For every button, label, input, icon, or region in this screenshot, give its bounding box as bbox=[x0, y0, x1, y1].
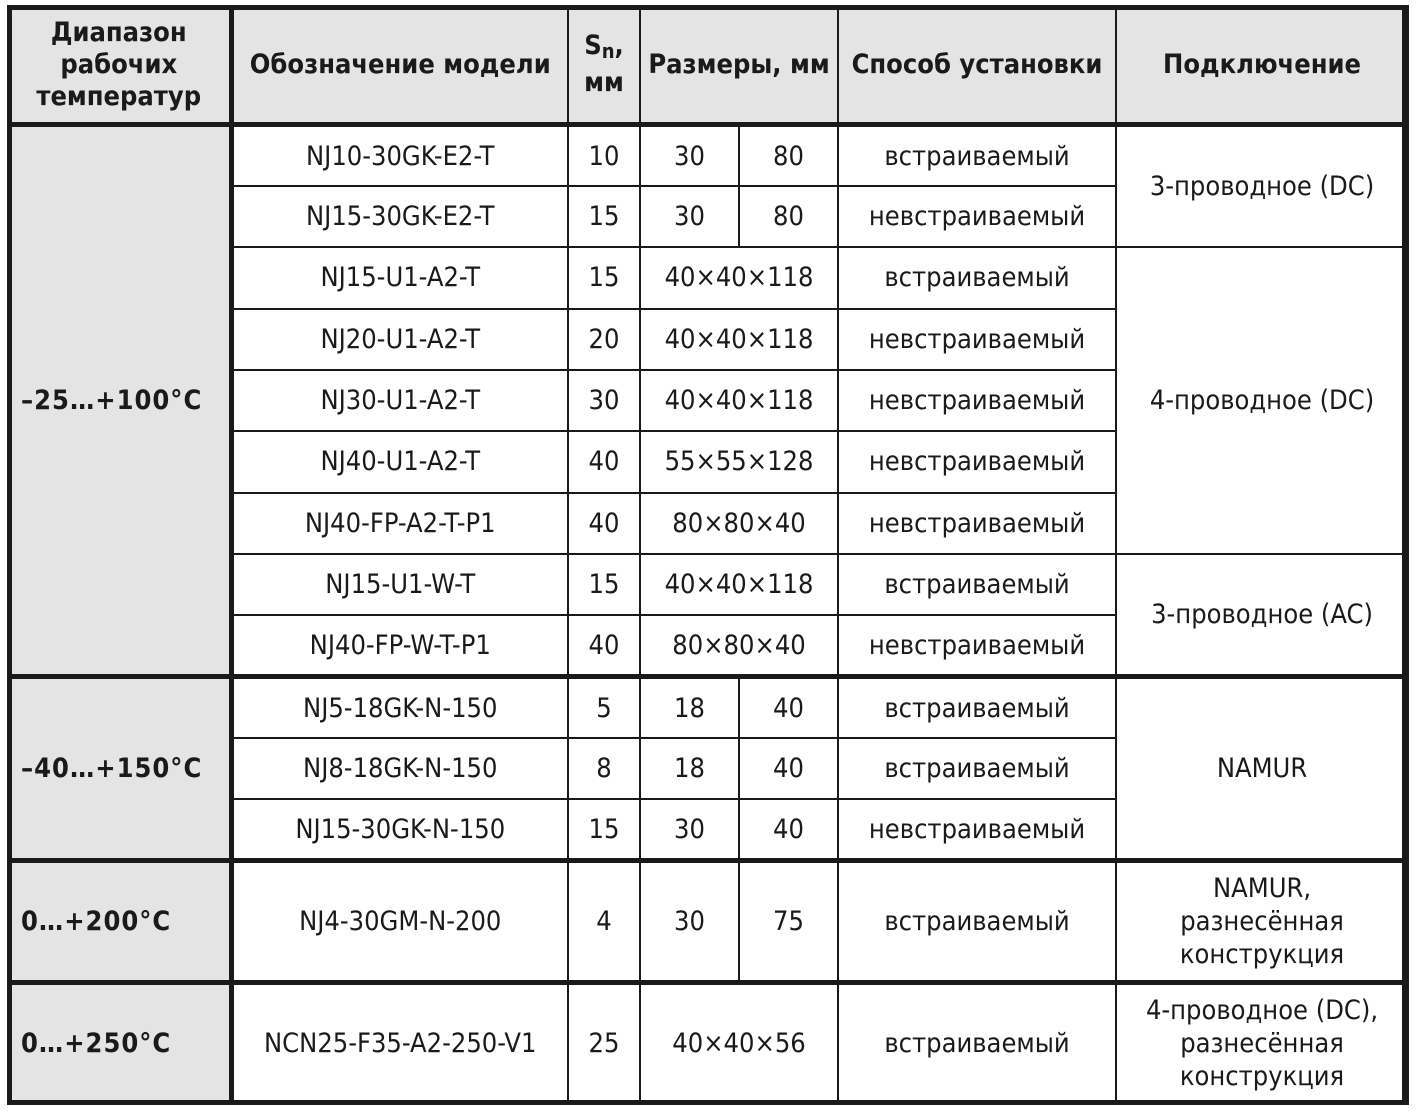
temp-range-cell: –25…+100°C bbox=[8, 125, 231, 677]
sn-cell: 25 bbox=[568, 982, 640, 1104]
model-cell: NJ5-18GK-N-150 bbox=[231, 677, 568, 738]
sn-cell: 15 bbox=[568, 247, 640, 308]
mount-cell: встраиваемый bbox=[838, 554, 1116, 615]
dim-cell: 40×40×118 bbox=[640, 309, 838, 370]
model-cell: NJ15-U1-A2-T bbox=[231, 247, 568, 308]
mount-cell: встраиваемый bbox=[838, 982, 1116, 1104]
mount-cell: невстраиваемый bbox=[838, 615, 1116, 676]
dim-cell: 55×55×128 bbox=[640, 431, 838, 492]
connection-line: конструкция bbox=[1179, 938, 1345, 970]
mount-cell: встраиваемый bbox=[838, 677, 1116, 738]
mount-cell: невстраиваемый bbox=[838, 370, 1116, 431]
dim-cell: 40 bbox=[739, 677, 838, 738]
dim-cell: 30 bbox=[640, 799, 739, 860]
dim-cell: 75 bbox=[739, 861, 838, 983]
header-sn-sub: n bbox=[601, 39, 615, 64]
mount-cell: встраиваемый bbox=[838, 125, 1116, 186]
mount-cell: невстраиваемый bbox=[838, 431, 1116, 492]
connection-cell: 4-проводное (DC) bbox=[1116, 247, 1408, 554]
dim-cell: 40×40×118 bbox=[640, 370, 838, 431]
model-cell: NJ15-U1-W-T bbox=[231, 554, 568, 615]
dim-cell: 18 bbox=[640, 677, 739, 738]
connection-line: 4-проводное (DC), bbox=[1145, 995, 1379, 1027]
model-cell: NJ4-30GM-N-200 bbox=[231, 861, 568, 983]
dim-cell: 30 bbox=[640, 186, 739, 247]
connection-cell: NAMUR bbox=[1116, 677, 1408, 861]
dim-cell: 18 bbox=[640, 738, 739, 799]
dim-cell: 40×40×118 bbox=[640, 247, 838, 308]
dim-cell: 80 bbox=[739, 186, 838, 247]
sn-cell: 4 bbox=[568, 861, 640, 983]
model-cell: NJ30-U1-A2-T bbox=[231, 370, 568, 431]
connection-line: разнесённая bbox=[1180, 1028, 1344, 1060]
sn-cell: 40 bbox=[568, 431, 640, 492]
temp-range-cell: –40…+150°C bbox=[8, 677, 231, 861]
model-cell: NJ15-30GK-E2-T bbox=[231, 186, 568, 247]
model-cell: NJ40-FP-W-T-P1 bbox=[231, 615, 568, 676]
sn-cell: 15 bbox=[568, 799, 640, 860]
header-connection: Подключение bbox=[1116, 6, 1408, 125]
connection-line: NAMUR, bbox=[1212, 872, 1312, 904]
sn-cell: 30 bbox=[568, 370, 640, 431]
model-cell: NCN25-F35-A2-250-V1 bbox=[231, 982, 568, 1104]
header-sn-unit: мм bbox=[584, 67, 624, 99]
dim-cell: 80×80×40 bbox=[640, 493, 838, 554]
header-model: Обозначение модели bbox=[231, 6, 568, 125]
mount-cell: встраиваемый bbox=[838, 738, 1116, 799]
mount-cell: невстраиваемый bbox=[838, 493, 1116, 554]
connection-line: конструкция bbox=[1179, 1061, 1345, 1093]
sn-cell: 5 bbox=[568, 677, 640, 738]
model-cell: NJ40-FP-A2-T-P1 bbox=[231, 493, 568, 554]
header-sn: $S_n$, мм bbox=[568, 6, 640, 125]
temp-range-cell: 0…+200°C bbox=[8, 861, 231, 983]
model-cell: NJ8-18GK-N-150 bbox=[231, 738, 568, 799]
dim-cell: 30 bbox=[640, 125, 739, 186]
sn-cell: 20 bbox=[568, 309, 640, 370]
connection-cell: 3-проводное (DC) bbox=[1116, 125, 1408, 248]
model-cell: NJ15-30GK-N-150 bbox=[231, 799, 568, 860]
dim-cell: 40 bbox=[739, 738, 838, 799]
header-sn-main: S bbox=[584, 30, 602, 62]
dim-cell: 30 bbox=[640, 861, 739, 983]
sn-cell: 10 bbox=[568, 125, 640, 186]
sn-cell: 40 bbox=[568, 493, 640, 554]
dim-cell: 40×40×118 bbox=[640, 554, 838, 615]
header-sizes: Размеры, мм bbox=[640, 6, 838, 125]
header-temp-range: Диапазон рабочих температур bbox=[8, 6, 231, 125]
model-cell: NJ10-30GK-E2-T bbox=[231, 125, 568, 186]
mount-cell: невстраиваемый bbox=[838, 309, 1116, 370]
sn-cell: 15 bbox=[568, 554, 640, 615]
dim-cell: 80 bbox=[739, 125, 838, 186]
connection-line: разнесённая bbox=[1180, 905, 1344, 937]
header-mounting: Способ установки bbox=[838, 6, 1116, 125]
mount-cell: встраиваемый bbox=[838, 247, 1116, 308]
sn-cell: 40 bbox=[568, 615, 640, 676]
temp-range-cell: 0…+250°C bbox=[8, 982, 231, 1104]
mount-cell: встраиваемый bbox=[838, 861, 1116, 983]
dim-cell: 80×80×40 bbox=[640, 615, 838, 676]
sn-cell: 15 bbox=[568, 186, 640, 247]
table-outer-border bbox=[7, 5, 1407, 1105]
connection-cell: 3-проводное (AC) bbox=[1116, 554, 1408, 677]
dim-cell: 40×40×56 bbox=[640, 982, 838, 1104]
model-cell: NJ40-U1-A2-T bbox=[231, 431, 568, 492]
mount-cell: невстраиваемый bbox=[838, 799, 1116, 860]
mount-cell: невстраиваемый bbox=[838, 186, 1116, 247]
sn-cell: 8 bbox=[568, 738, 640, 799]
dim-cell: 40 bbox=[739, 799, 838, 860]
model-cell: NJ20-U1-A2-T bbox=[231, 309, 568, 370]
